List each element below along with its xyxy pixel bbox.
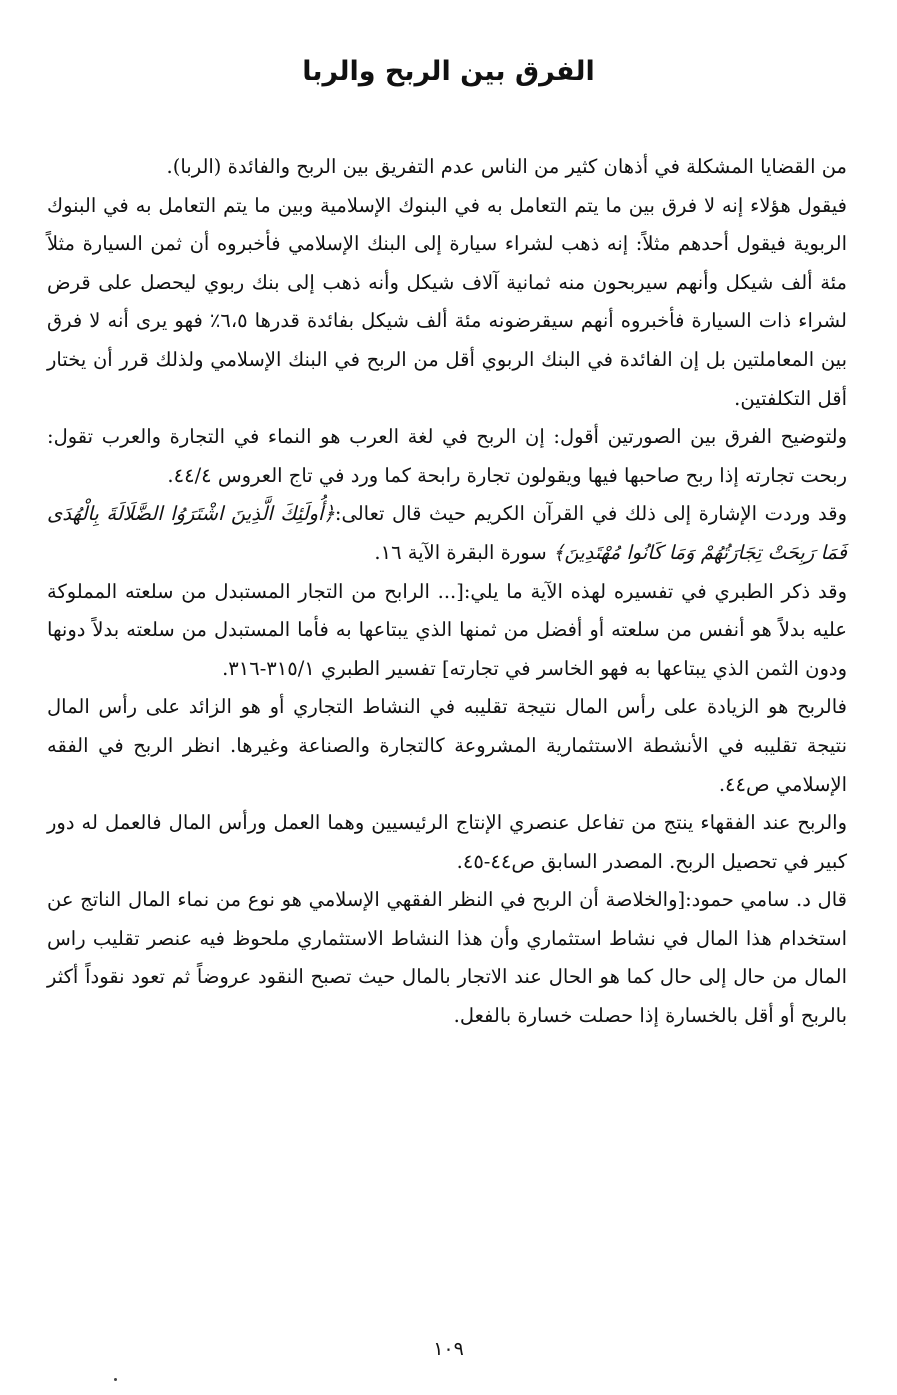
page-title: الفرق بين الربح والربا <box>302 56 595 87</box>
paragraph-example: فيقول هؤلاء إنه لا فرق بين ما يتم التعامل به في البنوك الإسلامية وبين ما يتم التعامل به في البنوك الربوية فيقول أحدهم مثلاً: إنه ذهب لشراء سيارة إلى البنك الإسلامي فأخبروه أن ثمن السيارة مثلاً مئة ألف شيكل وأنهم سيربحون منه ثمانية آلاف شيكل وأنه ذهب إلى بنك ربوي ليحصل على قرض لشراء ذات السيارة فأخبروه أنهم سيقرضونه مئة ألف شيكل بفائدة قدرها ٦،٥٪ فهو يرى أنه لا فرق بين المعاملتين بل إن الفائدة في البنك الربوي أقل من الربح في البنك الإسلامي ولذلك قرر أن يختار أقل التكلفتين. <box>47 193 847 410</box>
paragraph-profit-definition: فالربح هو الزيادة على رأس المال نتيجة تقليبه في النشاط التجاري أو هو الزائد على رأس المال نتيجة تقليبه في الأنشطة الاستثمارية المشروعة كالتجارة والصناعة وغيرها. انظر الربح في الفقه الإسلامي ص٤٤. <box>47 695 847 796</box>
scan-speck <box>114 1378 117 1381</box>
paragraph-tabari: وقد ذكر الطبري في تفسيره لهذه الآية ما يلي:[... الرابح من التجار المستبدل من سلعته المملوكة عليه بدلاً هو أنفس من سلعته أو أفضل من ثمنها الذي يبتاعها به فأما المستبدل من سلعته بدلاً دونها ودون الثمن الذي يبتاعها به فهو الخاسر في تجارته] تفسير الطبري ٣١٥/١-٣١٦. <box>47 579 847 680</box>
paragraph-jurists: والربح عند الفقهاء ينتج من تفاعل عنصري الإنتاج الرئيسيين وهما العمل ورأس المال فالعمل له دور كبير في تحصيل الربح. المصدر السابق ص٤٤-٤٥. <box>47 811 847 873</box>
quran-verse: ﴿أُولَئِكَ الَّذِينَ اشْتَرَوُا الضَّلَالَةَ بِالْهُدَى فَمَا رَبِحَتْ تِجَارَتُهُمْ وَمَا كَانُوا مُهْتَدِينَ﴾ <box>47 502 847 564</box>
paragraph-sami-hammoud: قال د. سامي حمود:[والخلاصة أن الربح في النظر الفقهي الإسلامي هو نوع من نماء المال الناتج عن استخدام هذا المال في نشاط استثماري وأن هذا النشاط الاستثماري ملحوظ فيه عنصر تقليب راس المال من حال إلى حال كما هو الحال عند الاتجار بالمال حيث تصبح النقود عروضاً ثم تعود نقوداً أكثر بالربح أو أقل بالخسارة إذا حصلت خسارة بالفعل. <box>47 888 847 1028</box>
paragraph-intro: من القضايا المشكلة في أذهان كثير من الناس عدم التفريق بين الربح والفائدة (الربا). <box>166 155 847 178</box>
quran-reference: سورة البقرة الآية ١٦. <box>374 540 553 564</box>
paragraph-definition: ولتوضيح الفرق بين الصورتين أقول: إن الربح في لغة العرب هو النماء في التجارة والعرب تقول: ربحت تجارته إذا ربح صاحبها فيها ويقولون تجارة رابحة كما ورد في تاج العروس ٤٤/٤. <box>47 425 847 487</box>
page-number: ١٠٩ <box>433 1338 464 1360</box>
paragraph-quran <box>47 495 847 572</box>
body-text <box>47 148 847 1036</box>
quran-intro: وقد وردت الإشارة إلى ذلك في القرآن الكريم حيث قال تعالى: <box>334 502 847 526</box>
